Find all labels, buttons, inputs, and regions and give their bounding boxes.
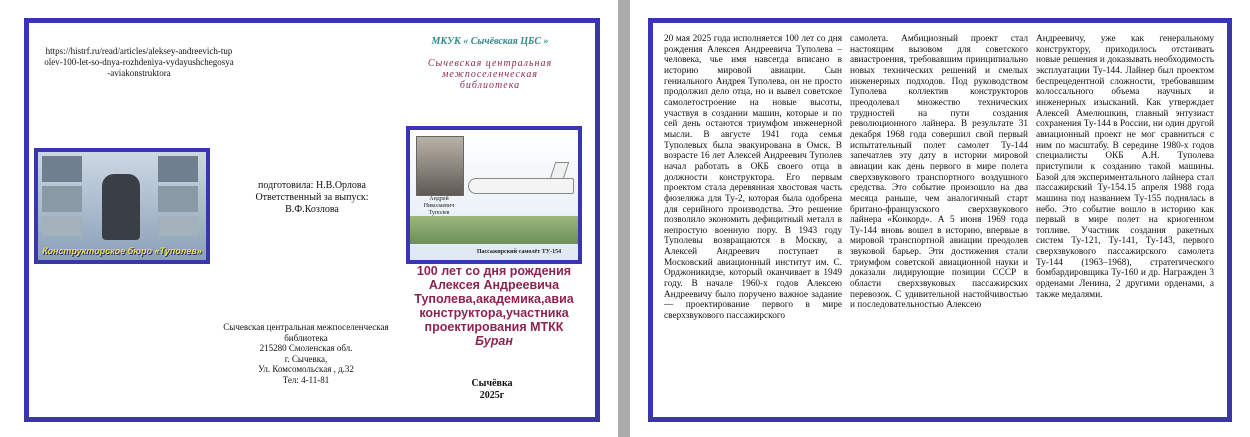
responsible-editor: Ответственный за выпуск: В.Ф.Козлова	[255, 192, 369, 215]
publication-year: 2025г	[479, 390, 505, 401]
aircraft-caption: Пассажирский самолёт ТУ-154	[476, 249, 562, 255]
text-column-2	[850, 34, 1028, 412]
text-column-3	[1036, 34, 1214, 412]
address-phone: Тел: 4-11-81	[282, 374, 330, 385]
brochure-title	[405, 264, 583, 348]
library-address	[216, 322, 396, 385]
address-line: Ул. Комсомольская , д.32	[258, 364, 354, 374]
title-italic: Буран	[475, 334, 513, 348]
library-name: Сычевская центральная межпоселенческая библиотека	[427, 58, 553, 91]
address-line: г. Сычевка,	[284, 353, 328, 364]
tupolev-aircraft-photo	[406, 126, 582, 264]
organization-name: МКУК « Сычёвская ЦБС »	[431, 36, 549, 47]
design-bureau-collage	[34, 148, 210, 264]
city-name: Сычёвка	[471, 378, 513, 389]
address-line: Сычевская центральная межпоселенческая библиотека	[223, 322, 389, 343]
portrait-caption: Андрей Николаевич Туполев	[423, 196, 455, 216]
column-text: Андреевичу, уже как генеральному конструктору, приходилось отстаивать новые решения и доказывать необходимость эксплуатации Ту-144. Лайнер был проектом беспрецедентной сложности, требовавшим колоссального объема научных и инженерных изысканий. Как утверждает Алексей Амелюшкин, главный энтузиаст сохранения Ту-144 в России, ни один другой авиационный проект не мог сравниться с ним по масштабу. В середине 1980-х годов специалисты ОКБ А.Н. Туполева приступили к созданию такой машины. Базой для экспериментального лайнера стал пассажирский Ту-154.15 апреля 1988 года машина под названием Ту-155 поднялась в небо. Это событие вошло в историю как первый в мире полет на криогенном топливе. Участник создания ракетных систем Ту-121, Ту-141, Ту-143, первого сверхзвукового пассажирского самолета Ту-144 (1963–1968), стратегического бомбардировщика Ту-160 и др. Награжден 3 орденами Ленина, 2 другими орденами, а также медалями.	[1036, 34, 1214, 300]
prepared-by: подготовила: Н.В.Орлова	[258, 180, 366, 191]
brochure-text-page	[630, 0, 1250, 437]
address-line: 215280 Смоленская обл.	[259, 343, 353, 353]
source-url: https://histrf.ru/read/articles/aleksey-andreevich-tupolev-100-let-so-dnya-rozhdeniya-vydayushchegosya-aviakonstruktora	[44, 46, 234, 78]
column-text: самолета. Амбициозный проект стал настоящим вызовом для советского авиастроения, требовавшим принципиально новых технических решений и смелых инженерных подходов. Под руководством Туполева коллектив конструкторов преодолевал множество технических трудностей на пути создания революционного лайнера. В результате 31 декабря 1968 года совершил свой первый испытательный полет самолет Ту-144 запечатлев эту дату в истории мировой авиации как день первого в мире полета сверхзвукового транспортного воздушного средства. Это событие произошло на два месяца раньше, чем аналогичный старт британо-французского сверхзвукового лайнера «Конкорд». А 5 июня 1969 года Ту-144 вновь вошел в историю, впервые в мировой транспортной авиации преодолев звуковой барьер. Эти достижения стали триумфом советской авиационной науки и доказали лидирующие позиции СССР в области сверхзвуковых пассажирских перевозок. С удивительной настойчивостью и последовательностью Алексею	[850, 34, 1028, 311]
imprint	[430, 378, 554, 402]
credits	[232, 180, 392, 216]
brochure-cover-page	[0, 0, 618, 437]
tu-154-aircraft	[468, 178, 574, 194]
column-text: 20 мая 2025 года исполняется 100 лет со дня рождения Алексея Андреевича Туполева – человека, чье имя навсегда вписано в историю мировой авиации. Сын гениального Андрея Туполева, он не просто продолжил дело отца, но и вывел советское самолетостроение на новые высоты, участвуя в создании машин, которые и по сей день остаются триумфом инженерной мысли. В августе 1941 года семья Туполевых была эвакуирована в Омск. В возрасте 16 лет Алексей Андреевич Туполев начал работать в ОКБ своего отца в должности конструктора. Его первым проектом стала деревянная хвостовая часть фюзеляжа для Ту-2, которая была одобрена для серийного производства. Это решение позволило экономить дефицитный металл в непростую военную пору. В 1943 году Туполевы возвращаются в Москву, а Алексей Андреевич поступает в Московский авиационный институт им. С. Орджоникидзе, который оканчивает в 1949 году. В начале 1960-х годов Алексею Андреевичу было поручено важное задание — проектирование первого в мире сверхзвукового пассажирского	[664, 34, 842, 322]
text-column-1	[664, 34, 842, 412]
collage-caption: Конструкторское бюро «Туполев»	[42, 246, 202, 256]
title-main: 100 лет со дня рождения Алексея Андреевича Туполева,академика,авиа конструктора,участника проектирования МТКК	[414, 264, 574, 334]
tupolev-portrait	[416, 136, 464, 196]
